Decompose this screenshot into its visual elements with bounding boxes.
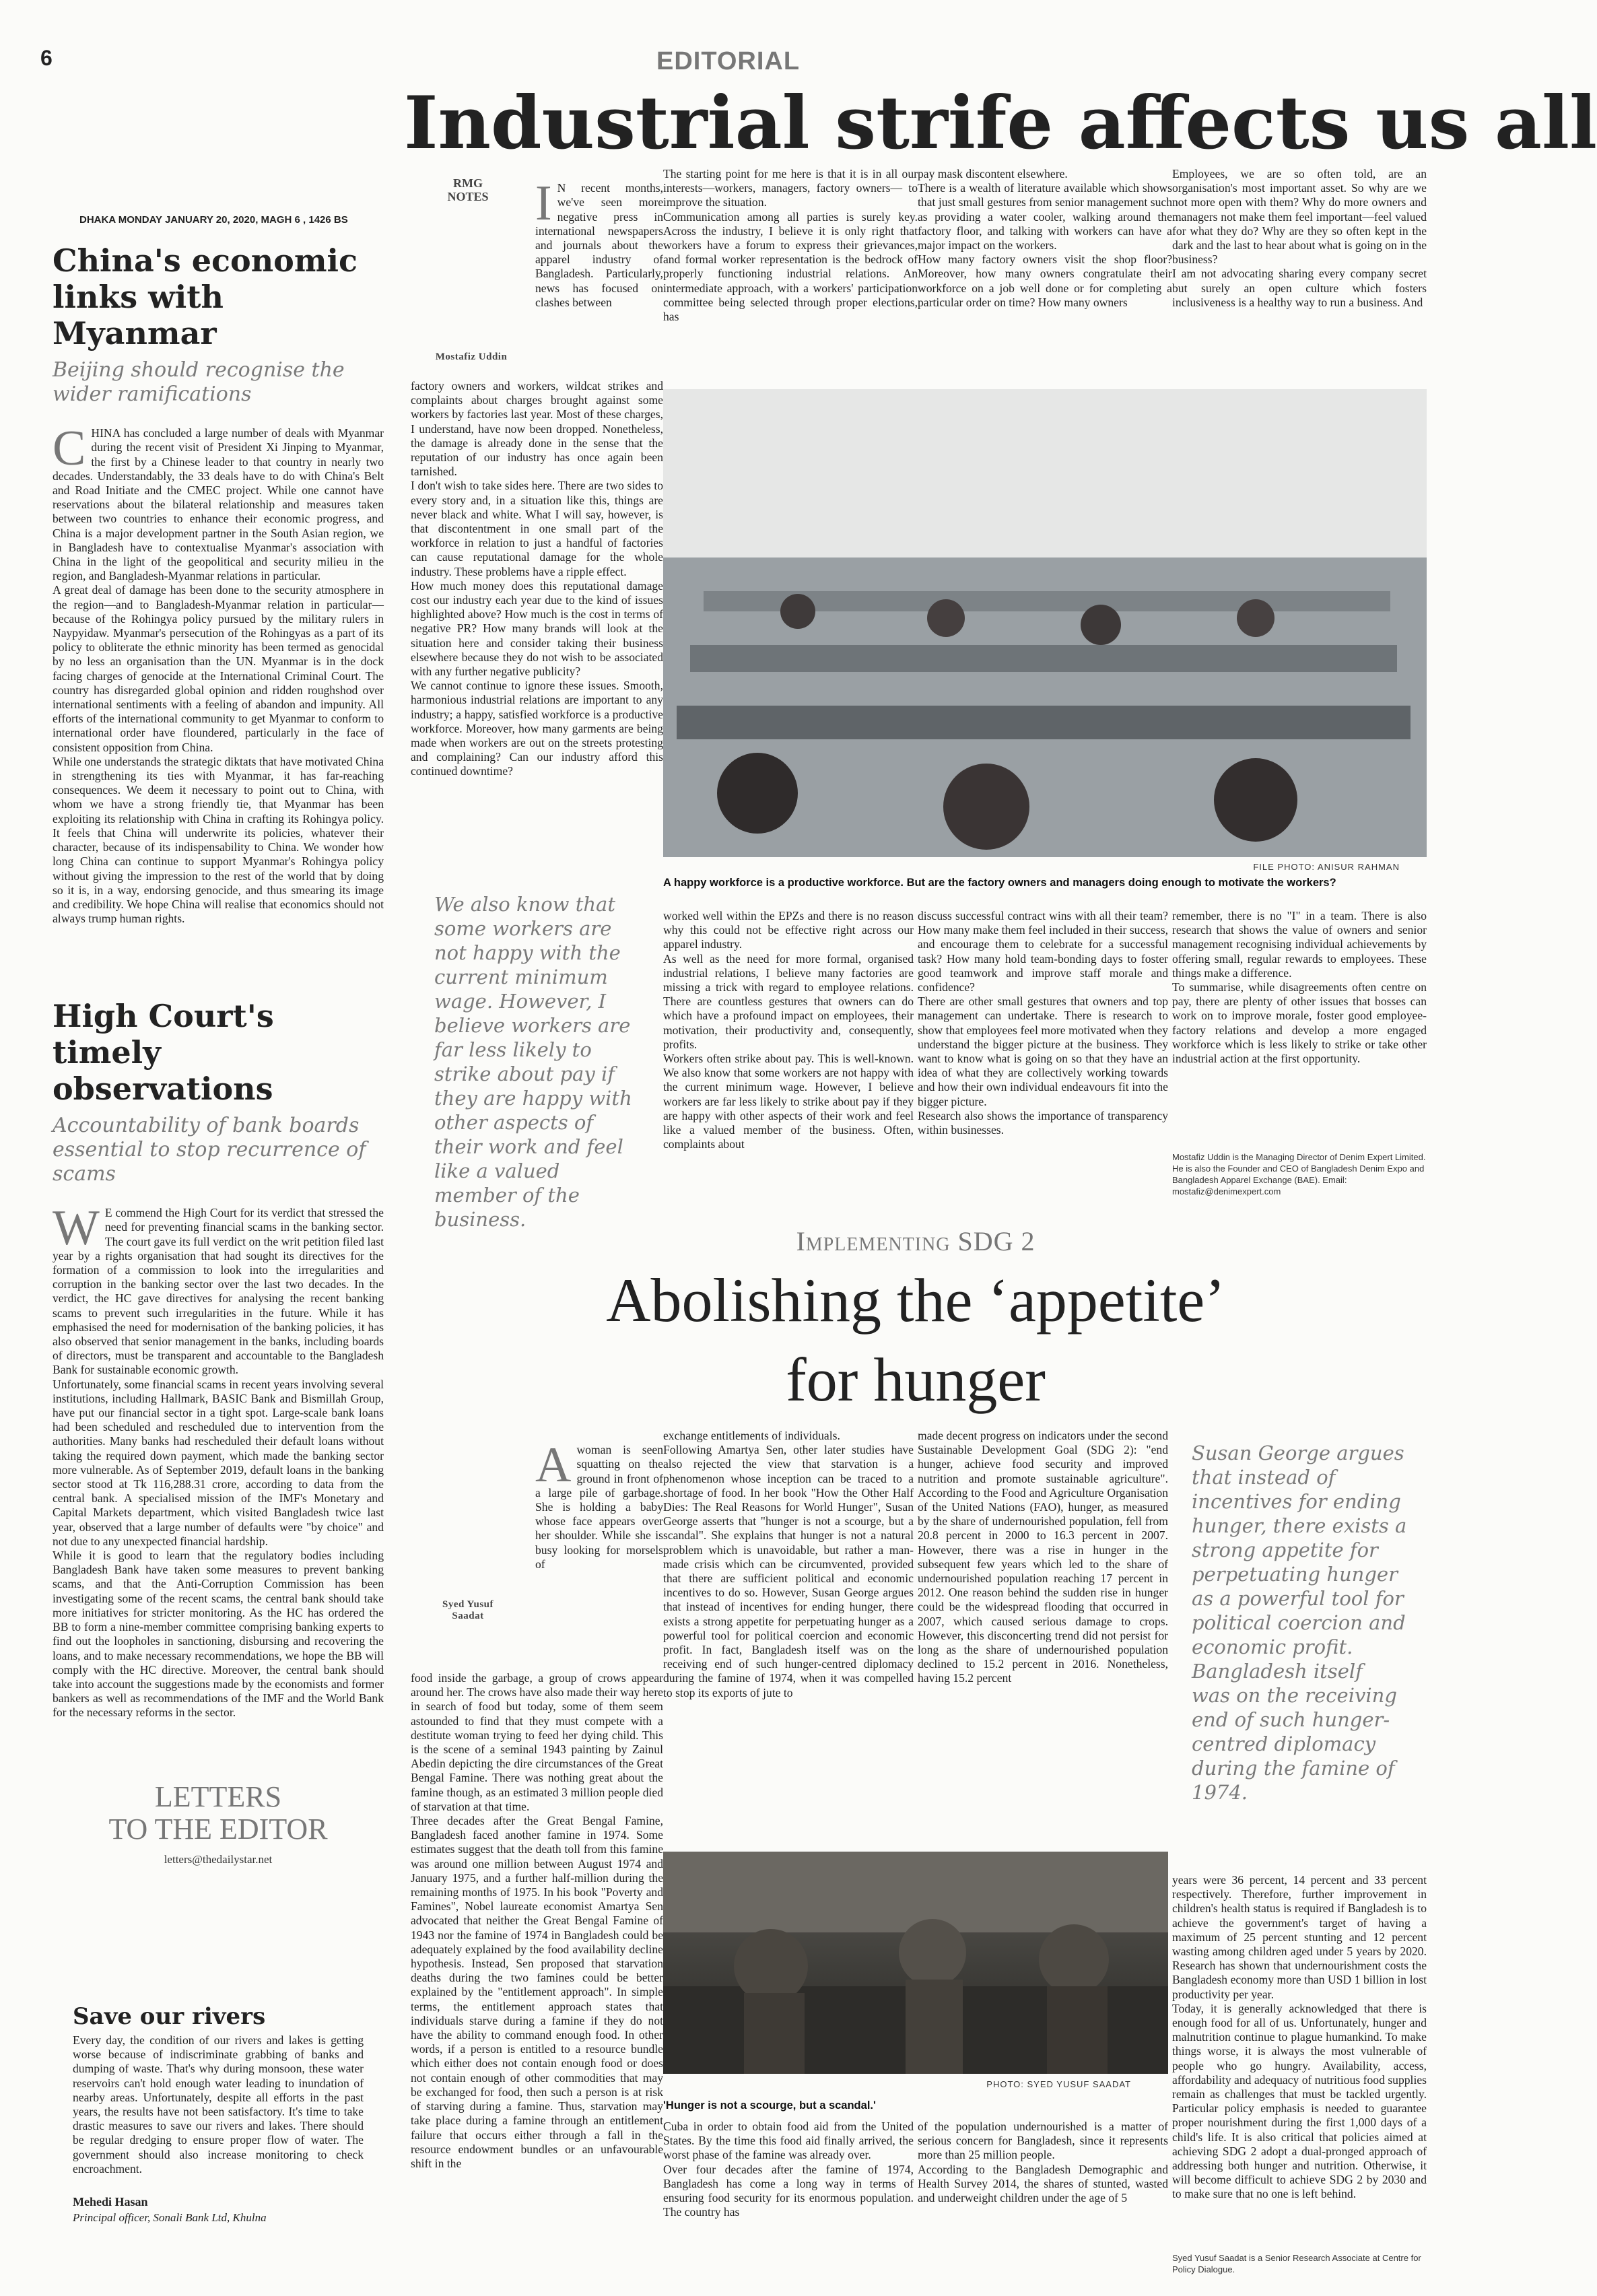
author-byline: Mostafiz Uddin	[435, 351, 508, 362]
article-col1-top: Awoman is seen squatting on the ground in front of a large pile of garbage. She is holding a baby whose face appears over her shoulder. While she is busy looking for morsels of	[535, 1438, 663, 1571]
drop-cap: C	[53, 421, 86, 477]
article-col2: exchange entitlements of individuals. Following Amartya Sen, other later studies have also rejected the view that starvation is a phenomenon whose inception can be traced to a shortage of food. In her book "How the Other Half Dies: The Real Reasons for World Hunger", Susan George asserts that "hunger is not a scourge, but a scandal". She explains that hunger is not a natural problem which is unavoidable, but rather a man-made crisis which can be circumvented, provided that there are sufficient political and economic incentives to do so. However, Susan George argues that instead of incentives for ending hunger, there exists a strong appetite for perpetuating hunger as a powerful tool for political coercion and economic profit. In fact, Bangladesh itself was on the receiving end of such hunger-centred diplomacy during the famine of 1974, when it was compelled to stop its exports of jute to	[663, 1429, 914, 1699]
article-col4: years were 36 percent, 14 percent and 33 percent respectively. Therefore, further improvement in children's health status is required if Bangladesh is to achieve the government's target of having a maximum of 25 percent stunting and 12 percent wasting among children aged under 5 years by 2020. Research has shown that undernourishment costs the Bangladesh economy more than USD 1 billion in lost productivity per year. Today, it is generally acknowledged that there is enough food for all of us. Unfortunately, hunger and malnutrition continue to plague humankind. To make things worse, it is always the most vulnerable of people who go hungry. Availability, access, affordability and adequacy of nutritious food supplies remain as challenges that must be tackled urgently. Particular policy emphasis is needed to guarantee proper nourishment during the first 1,000 days of a child's life. It is also critical that policies aimed at achieving SDG 2 adopt a dual-pronged approach of addressing both hunger and nutrition. Otherwise, it will become difficult to achieve SDG 2 by 2030 and to make sure that no one is left behind.	[1172, 1873, 1427, 2201]
section-label: EDITORIAL	[656, 47, 801, 75]
editorial-body	[53, 1192, 384, 1855]
article-headline: Abolishing the ‘appetite’ for hunger	[606, 1266, 1225, 1414]
editorial-body-text: HINA has concluded a large number of deals with Myanmar during the recent visit of President Xi Jinping to Myanmar, the first by a Chinese leader to that country in nearly two decades. Understandably, the 33 deals have to do with China's Belt and Road Initiate and the CMEC project. While one cannot have reservations about the bilateral relationship and measures taken between two countries to enhance their economic progress, and China is a major development partner in the South Asian region, we in Bangladesh have to contextualise Myanmar's association with China in the light of the geopolitical and security milieu in the region, and Bangladesh-Myanmar relations in particular. A great deal of damage has been done to the security atmosphere in the region—and to Bangladesh-Myanmar relation in particular—because of the Rohingya policy pursued by the military rulers in Naypyidaw. Myanmar's persecution of the Rohingyas as a part of its policy to obliterate the ethnic minority has been termed as genocidal by no less an organisation than the UN. Myanmar is in the dock facing charges of genocide at the International Criminal Court. The country has disregarded global opinion and ridden roughshod over international sentiments with a feeling of abandon and impunity. All efforts of the international community to get Myanmar to conform to international order have floundered, particularly in the face of consistent opposition from China. While one understands the strategic diktats that have motivated China in strengthening its ties with Myanmar, it has far-reaching consequences. We deem it necessary to point out to China, with whom we have a strong friendly tie, that Myanmar has been exploiting its relationship with China in crafting its Rohingya policy. It feels that China will underwrite its policies, whatever their character, because of its indispensability to China. We wonder how long China can continue to support Myanmar's Rohingya policy without giving the impression to the rest of the world that by doing so it is, in a way, endorsing genocide, and thus smearing its image and credibility. We hope China will realise that economics should not always trump human rights.	[53, 426, 384, 926]
drop-cap: A	[535, 1438, 572, 1493]
editorial-body-text: E commend the High Court for its verdict that stressed the need for preventing financial scams in the banking sector. The court gave its full verdict on the writ petition filed last year by a rights organisation that had sought its directives for the formation of a commission to look into the irregularities and corruption in the banking sector over the last two decades. In the verdict, the HC gave directives for analysing the recent banking scams to prevent such irregularities in the future. While it has emphasised the need for modernisation of the banking policies, it has also observed that senior management in the banks, including boards of directors, must be transparent and accountable to the Bangladesh Bank for sustainable economic growth. Unfortunately, some financial scams in recent years involving several institutions, including Hallmark, BASIC Bank and Bismillah Group, have put our financial sector in a tight spot. Large-scale bank loans had been scheduled and rescheduled due to intervention from the authorities. Many banks had rescheduled their default loans without taking the required down payment, which made the banking sector more vulnerable. As of September 2019, default loans in the banking sector stood at Tk 116,288.31 crore, according to data from the central bank. A specialised mission of the IMF's Monetary and Capital Markets department, which visited Bangladesh twice last year, observed that a large number of defaults were "by choice" and not due to any unexpected financial hardship. While it is good to learn that the regulatory bodies including Bangladesh Bank have taken some measures to prevent banking scams, and that the Anti-Corruption Commission has been investigating some of the recent scams, the central bank should take more initiatives for stricter monitoring. As the HC has ordered the BB to form a nine-member committee comprising banking experts to find out the loopholes in sanctioning, disbursing and recovering the loans, and to make necessary recommendations, we hope the BB will comply with the HC directive. Moreover, the central bank should take into account the suggestions made by the economists and former bankers as well as recommendations of the IMF and the World Bank for the necessary reforms in the sector.	[53, 1206, 384, 1720]
article-col4: Employees, we are so often told, are an organisation's most important asset. So why are we not more open with them? Why do more owners and managers not make them feel important—feel valued for what they do? Why are they so often kept in the dark and the last to hear about what is going on in the business? I am not advocating sharing every company secret but surely an open culture which fosters inclusiveness is a healthy way to run a business. And	[1172, 167, 1427, 309]
article-kicker: Implementing SDG 2	[796, 1226, 1035, 1256]
editorial-china	[53, 242, 384, 1008]
photo-credit: FILE PHOTO: ANISUR RAHMAN	[1253, 862, 1400, 872]
article-col1-top: I N recent months, we've seen more negative press in international newspapers and journals about the apparel industry of Bangladesh. Particularly, news has focused on clashes between	[535, 176, 663, 309]
drop-cap: I	[535, 176, 552, 232]
column-name: RMG NOTES	[447, 176, 489, 203]
dateline: DHAKA MONDAY JANUARY 20, 2020, MAGH 6 , 1426 BS	[79, 214, 348, 226]
article-col5: Cuba in order to obtain food aid from the United States. By the time this food aid finally arrived, the worst phase of the famine was already over. Over four decades after the famine of 1974, Bangladesh has come a long way in terms of ensuring food security for its enormous population. The country has	[663, 2120, 914, 2219]
hunger-photo	[663, 1852, 1168, 2074]
article-col3: pay mask discontent elsewhere. There is a wealth of literature available which shows that just small gestures from senior management such as providing a water cooler, walking around the factory floor, and talking with workers can have a major impact on the workers. How many factory owners visit the shop floor? Moreover, how many owners congratulate their workforce on a job well done or for completing a particular order on time? How many owners	[918, 167, 1172, 309]
editorial-body	[53, 412, 384, 1008]
drop-cap: W	[53, 1201, 100, 1256]
article-col5: worked well within the EPZs and there is no reason why this could not be effective right across our apparel industry. As well as the need for more formal, organised industrial relations, I believe many factories are missing a trick with regard to employee relations. There are countless gestures that owners can do which have a profound impact on employees, their motivation, their productivity and, consequently, profits. Workers often strike about pay. This is well-known. We also know that some workers are not happy with the current minimum wage. However, I believe workers are far less likely to strike about pay if they are happy with other aspects of their work and feel like a valued member of the business. Often, complaints about	[663, 909, 914, 1151]
article-col2: The starting point for me here is that it is in all our interests—workers, managers, factory owners— to improve the situation. Communication among all parties is surely key. Across the industry, I believe it is only right that workers have a forum to express their grievances, and formal worker representation is the bedrock of properly functioning industrial relations. An intermediate approach, with a workers' participation committee being selected through proper elections, has	[663, 167, 918, 324]
editorial-headline: High Court's timely observations	[53, 998, 274, 1107]
article-col1: factory owners and workers, wildcat strikes and complaints about charges brought against some workers by factories last year. Most of these charges, I understand, have now been dropped. Nonetheless, the damage is already done in the sense that the reputation of our industry has once again been tarnished. I don't wish to take sides here. There are two sides to every story and, in a situation like this, things are never black and white. What I will say, however, is that discontentment in one small part of the workforce in relation to just a handful of factories can cause reputational damage for the whole industry. These problems have a ripple effect. How much money does this reputational damage cost our industry each year due to the kind of issues highlighted above? How much is the cost in terms of negative PR? How many brands will look at the situation here and consider taking their business elsewhere because they do not wish to be associated with any further negative publicity? We cannot continue to ignore these issues. Smooth, harmonious industrial relations are important to any industry; a happy, satisfied workforce is a productive workforce. Moreover, how many garments are being made when workers are out on the streets protesting and complaining? Can our industry afford this continued downtime?	[411, 379, 663, 778]
main-headline: Industrial strife affects us all	[404, 81, 1597, 166]
factory-photo-image	[663, 389, 1427, 857]
editorial-subhead: Accountability of bank boards essential to stop recurrence of scams	[53, 1114, 366, 1186]
editorial-subhead: Beijing should recognise the wider ramifications	[53, 358, 345, 406]
factory-photo	[663, 389, 1427, 857]
letters-heading: LETTERS TO THE EDITOR	[108, 1780, 328, 1846]
pull-quote: We also know that some workers are not happy with the current minimum wage. However, I believe workers are far less likely to strike about pay if they are happy with other aspects of their work and feel like a valued member of the business.	[434, 893, 632, 1231]
pull-quote: Susan George argues that instead of incentives for ending hunger, there exists a strong appetite for perpetuating hunger as a powerful tool for political coercion and economic profit. Bangladesh itself was on the receiving end of such hunger-centred diplomacy during the famine of 1974.	[1192, 1442, 1407, 1804]
article-col3: made decent progress on indicators under the second Sustainable Development Goal (SDG 2): "end hunger, achieve food security and improved nutrition and promote sustainable agriculture". According to the Food and Agriculture Organisation of the United Nations (FAO), hunger, as measured by the share of undernourished population, fell from 20.8 percent in 2000 to 16.3 percent in 2007. However, there was a rise in hunger in the subsequent few years which led to the share of undernourished population reaching 17 percent in 2012. One reason behind the sudden rise in hunger could be the widespread flooding that occurred in 2007, which caused serious damage to crops. However, this disconcerting trend did not persist for long as the share of undernourished population declined to 15.2 percent in 2016. Nonetheless, having 15.2 percent	[918, 1429, 1168, 1685]
article-col6: discuss successful contract wins with all their team? How many make them feel included in their success, and encourage them to celebrate for a successful task? How many hold team-bonding days to foster good teamwork and improve staff morale and confidence? There are other small gestures that owners and top management can undertake. There is research to show that employees feel more motivated when they understand the bigger picture at the business. They want to know what is going on so that they have an idea of what they are collectively working towards and how their own individual endeavours fit into the bigger picture. Research also shows the importance of transparency within businesses.	[918, 909, 1168, 1137]
page-number: 6	[40, 46, 53, 70]
letter-title: Save our rivers	[73, 2003, 266, 2030]
editorial-high-court	[53, 998, 384, 1855]
letter-signer: Mehedi Hasan	[73, 2195, 148, 2208]
article-col1: food inside the garbage, a group of crows appear around her. The crows have also made their way here in search of food but today, some of them seem astounded to find that they must compete with a destitute woman trying to feed her dying child. This is the scene of a seminal 1943 painting by Zainul Abedin depicting the dire circumstances of the Great Bengal Famine. There was nothing great about the famine though, as an estimated 3 million people died of starvation at that time. Three decades after the Great Bengal Famine, Bangladesh faced another famine in 1974. Some estimates suggest that the death toll from this famine was around one million between August 1974 and January 1975, and a further half-million during the remaining months of 1975. In his book "Poverty and Famines", Nobel laureate economist Amartya Sen advocated that neither the Great Bengal Famine of 1943 nor the famine of 1974 in Bangladesh could be adequately explained by the food availability decline hypothesis. Instead, Sen proposed that starvation deaths during the two famines could be better explained by the "entitlement approach". In simple terms, the entitlement approach states that individuals starve during a famine if they do not have the ability to command enough food. In other words, if a person is entitled to a resource bundle which either does not contain enough food or does not contain enough of other commodities that may be exchanged for food, then such a person is at risk of starving during a famine. Thus, starvation may take place during a famine through an entitlement failure that occurs either through a fall in the resource endowment bundles or an unfavourable shift in the	[411, 1671, 663, 2170]
author-bio: Mostafiz Uddin is the Managing Director of Denim Expert Limited. He is also the Founder and CEO of Bangladesh Denim Expo and Bangladesh Apparel Exchange (BAE). Email: mostafiz@denimexpert.com	[1172, 1152, 1426, 1196]
letters-email[interactable]: letters@thedailystar.net	[164, 1853, 273, 1866]
editorial-headline: China's economic links with Myanmar	[53, 242, 358, 351]
author-bio: Syed Yusuf Saadat is a Senior Research Associate at Centre for Policy Dialogue.	[1172, 2253, 1421, 2274]
photo-caption: 'Hunger is not a scourge, but a scandal.'	[663, 2099, 876, 2112]
hunger-photo-image	[663, 1852, 1168, 2074]
article-col6: of the population undernourished is a matter of serious concern for Bangladesh, since it represents more than 25 million people. According to the Bangladesh Demographic and Health Survey 2014, the shares of stunted, wasted and underweight children under the age of 5	[918, 2120, 1168, 2205]
photo-credit: PHOTO: SYED YUSUF SAADAT	[986, 2079, 1131, 2089]
photo-caption: A happy workforce is a productive workforce. But are the factory owners and managers doing enough to motivate the workers?	[663, 877, 1336, 889]
letter-signer-title: Principal officer, Sonali Bank Ltd, Khulna	[73, 2211, 267, 2224]
letter-body: Every day, the condition of our rivers and lakes is getting worse because of indiscriminate grabbing of banks and dumping of waste. That's why during monsoon, these water reservoirs can't hold enough water leading to inundation of nearby areas. Unfortunately, despite all efforts in the past years, the results have not been satisfactory. It's time to take drastic measures to save our rivers and lakes. There should be regular dredging to ensure proper flow of water. The government should also increase monitoring to check encroachment.	[73, 2033, 364, 2175]
author-byline: Syed Yusuf Saadat	[442, 1599, 494, 1621]
article-col7: remember, there is no "I" in a team. There is also research that shows the value of owners and senior management recognising individual achievements by offering small, regular rewards to employees. These things make a difference. To summarise, while disagreements often centre on pay, there are plenty of other issues that bosses can work on to improve morale, foster good employee-factory relations and develop a more engaged workforce which is less likely to strike or take other industrial action at the first opportunity.	[1172, 909, 1427, 1066]
